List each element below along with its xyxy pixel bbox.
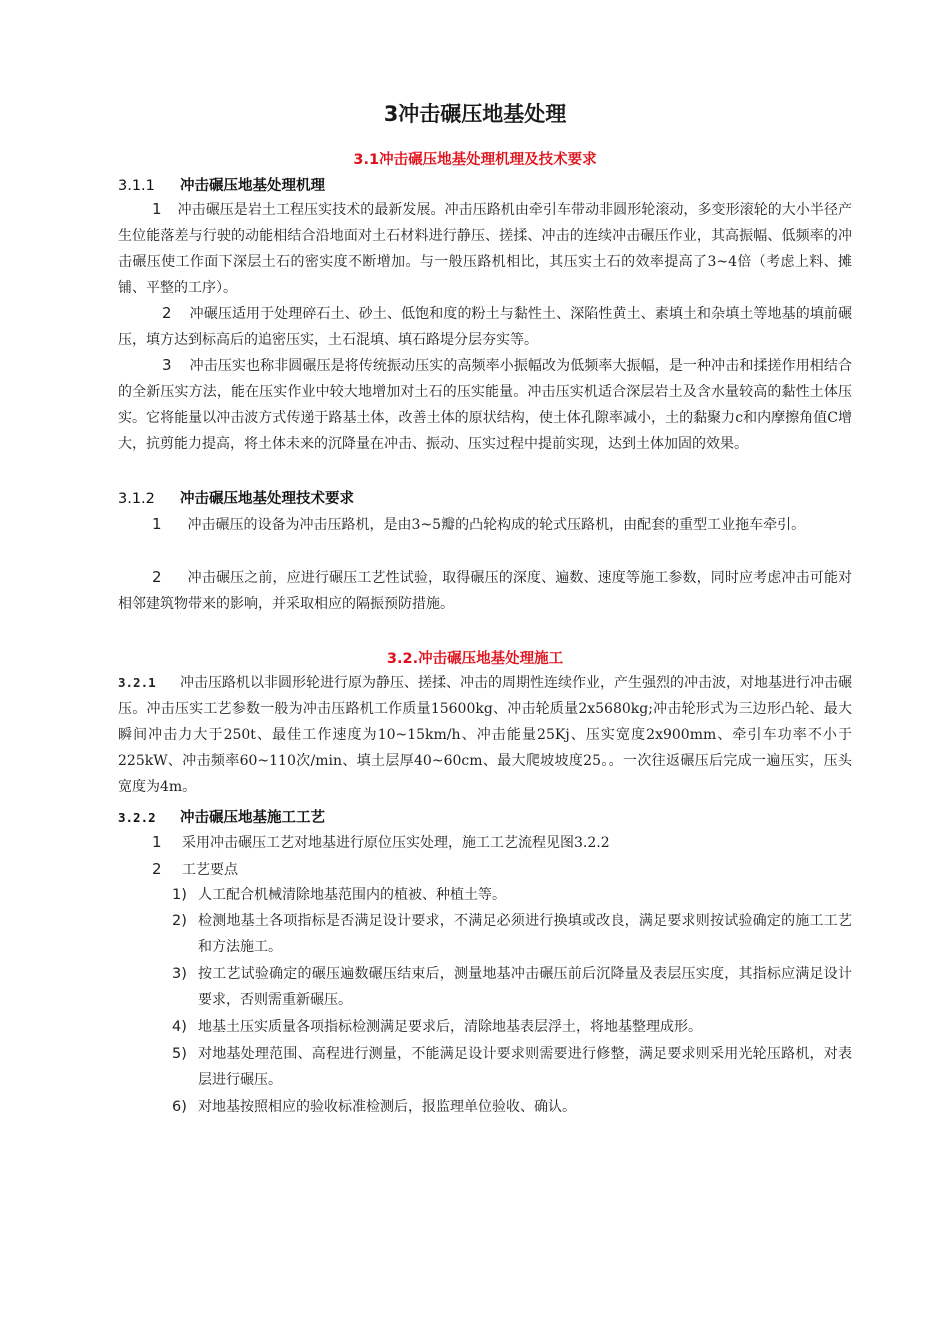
step-text: 检测地基土各项指标是否满足设计要求，不满足必须进行换填或改良，满足要求则按试验确定的施工工艺和方法施工。 (198, 913, 852, 955)
step-number: 6) (172, 1099, 187, 1115)
step-text: 地基土压实质量各项指标检测满足要求后，清除地基表层浮土，将地基整理成形。 (198, 1019, 702, 1035)
paragraph-text: 冲击碾压是岩土工程压实技术的最新发展。冲击压路机由牵引车带动非圆形轮滚动，多变形滚轮的大小半径产生位能落差与行驶的动能相结合沿地面对土石材料进行静压、搓揉、冲击的连续冲击碾压作业，其高振幅、低频率的冲击碾压使工作面下深层土石的密实度不断增加。与一般压路机相比，其压实土石的效率提高了3~4倍（考虑上料、摊铺、平整的工序）。 (118, 202, 852, 296)
process-step (172, 882, 852, 908)
paragraph-3-1-2-1 (118, 511, 852, 538)
item-number: 1 (152, 515, 162, 533)
section-3-2-2-heading (118, 806, 325, 827)
paragraph-3-1-1-2 (118, 300, 852, 353)
section-title: 冲击碾压地基施工工艺 (180, 810, 325, 826)
paragraph-text: 冲击压实也称非圆碾压是将传统振动压实的高频率小振幅改为低频率大振幅，是一种冲击和揉搓作用相结合的全新压实方法，能在压实作业中较大地增加对土石的压实能量。冲击压实机适合深层岩土及含水量较高的黏性土体压实。它将能量以冲击波方式传递于路基土体，改善土体的原状结构，使土体孔隙率减小，土的黏聚力c和内摩擦角值C增大，抗剪能力提高，将土体未来的沉降量在冲击、振动、压实过程中提前实现，达到土体加固的效果。 (118, 358, 852, 452)
step-text: 对地基处理范围、高程进行测量，不能满足设计要求则需要进行修整，满足要求则采用光轮压路机，对表层进行碾压。 (198, 1046, 852, 1088)
process-step (172, 1041, 852, 1093)
step-text: 人工配合机械清除地基范围内的植被、种植土等。 (198, 887, 506, 903)
paragraph-3-1-1-1 (118, 196, 852, 301)
step-number: 2) (172, 913, 187, 929)
process-step (172, 908, 852, 960)
step-text: 对地基按照相应的验收标准检测后，报监理单位验收、确认。 (198, 1099, 576, 1115)
paragraph-3-1-2-2 (118, 564, 852, 617)
page-title: 3冲击碾压地基处理 (383, 102, 567, 126)
step-number: 5) (172, 1046, 187, 1062)
item-number: 2 (152, 568, 162, 586)
item-number: 3 (162, 356, 172, 374)
paragraph-text: 采用冲击碾压工艺对地基进行原位压实处理，施工工艺流程见图3.2.2 (182, 835, 610, 851)
section-title: 冲击碾压地基处理机理 (180, 178, 325, 194)
section-3-1-2-heading (118, 487, 354, 508)
process-step (172, 1094, 852, 1120)
section-number: 3.2.2 (118, 810, 156, 825)
section-number: 3.1.2 (118, 491, 155, 507)
section-title: 冲击碾压地基处理技术要求 (180, 491, 354, 507)
item-number: 3.2.1 (118, 675, 156, 690)
paragraph-text: 冲击压路机以非圆形轮进行原为静压、搓揉、冲击的周期性连续作业，产生强烈的冲击波，对地基进行冲击碾压。冲击压实工艺参数一般为冲击压路机工作质量15600kg、冲击轮质量2x5680kg;冲击轮形式为三边形凸轮、最大瞬间冲击力大于250t、最佳工作速度为10~15km/h、冲击能量25Kj、压实宽度2x900mm、牵引车功率不小于225kW、冲击频率60~110次/min、填土层厚40~60cm、最大爬坡坡度25。。一次往返碾压后完成一遍压实，压头宽度为4m。 (118, 675, 852, 795)
paragraph-3-1-1-3 (118, 352, 852, 457)
step-number: 3) (172, 966, 187, 982)
process-step (172, 1014, 852, 1040)
paragraph-text: 冲击碾压的设备为冲击压路机，是由3~5瓣的凸轮构成的轮式压路机，由配套的重型工业拖车牵引。 (187, 517, 806, 533)
item-number: 1 (152, 833, 162, 851)
item-number: 2 (162, 304, 172, 322)
section-number: 3.1.1 (118, 178, 155, 194)
section-3-2-heading: 3.2.冲击碾压地基处理施工 (386, 651, 564, 667)
process-step (172, 961, 852, 1013)
section-3-1-heading: 3.1冲击碾压地基处理机理及技术要求 (353, 152, 597, 168)
paragraph-3-2-2-2 (152, 856, 238, 883)
item-number: 1 (152, 200, 162, 218)
paragraph-3-2-1 (118, 670, 852, 800)
paragraph-text: 工艺要点 (182, 862, 238, 878)
step-number: 4) (172, 1019, 187, 1035)
step-number: 1) (172, 887, 187, 903)
paragraph-text: 冲击碾压之前，应进行碾压工艺性试验，取得碾压的深度、遍数、速度等施工参数，同时应考虑冲击可能对相邻建筑物带来的影响，并采取相应的隔振预防措施。 (118, 570, 852, 612)
item-number: 2 (152, 860, 162, 878)
paragraph-3-2-2-1 (152, 829, 610, 856)
step-text: 按工艺试验确定的碾压遍数碾压结束后，测量地基冲击碾压前后沉降量及表层压实度，其指标应满足设计要求，否则需重新碾压。 (198, 966, 852, 1008)
paragraph-text: 冲碾压适用于处理碎石土、砂土、低饱和度的粉土与黏性土、深陷性黄土、素填土和杂填土等地基的填前碾压，填方达到标高后的追密压实，土石混填、填石路堤分层夯实等。 (118, 306, 852, 348)
section-3-1-1-heading (118, 174, 325, 195)
